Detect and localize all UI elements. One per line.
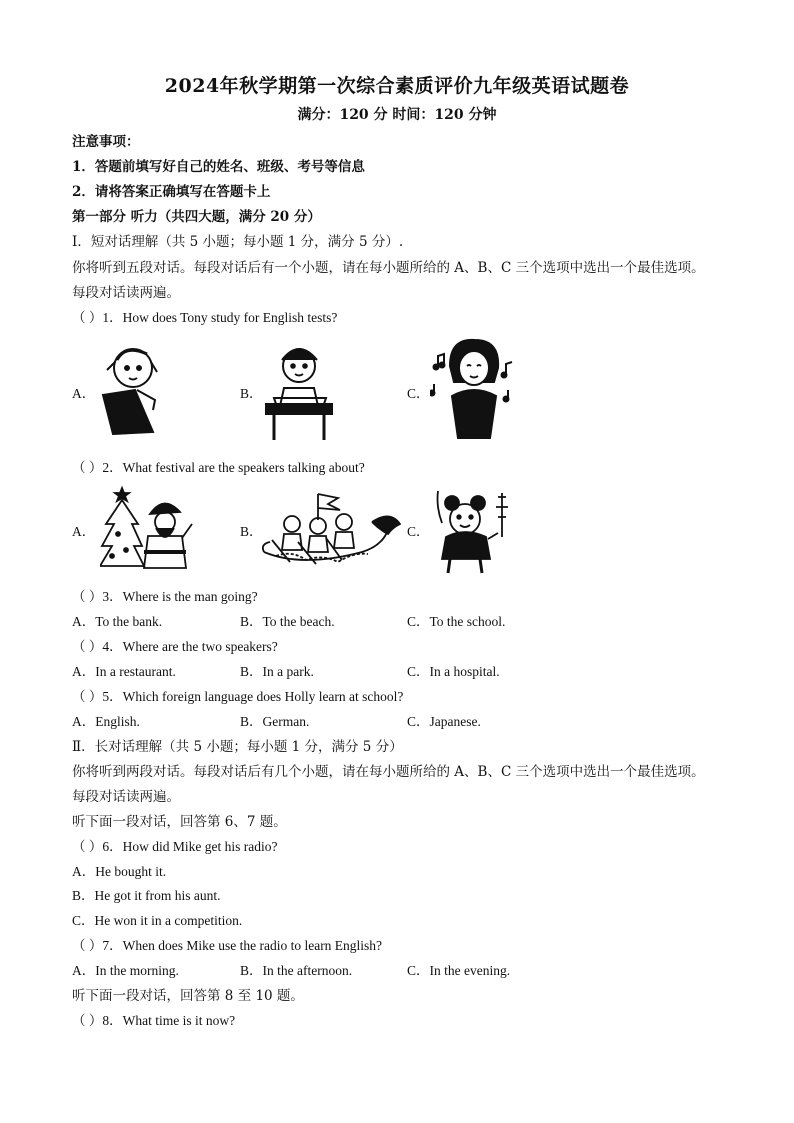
dialogue-lead-2: 听下面一段对话，回答第 8 至 10 题。 bbox=[72, 988, 304, 1004]
q2-option-b-label: B． bbox=[240, 524, 263, 539]
q7-option-a: A．In the morning. bbox=[72, 963, 179, 978]
exam-title: 2024年秋学期第一次综合素质评价九年级英语试题卷 bbox=[164, 75, 630, 97]
q6-option-c: C．He won it in a competition. bbox=[72, 913, 243, 928]
question-3: （ ）3．Where is the man going? bbox=[72, 589, 258, 604]
q5-option-b: B．German. bbox=[240, 714, 310, 729]
question-4: （ ）4．Where are the two speakers? bbox=[72, 639, 278, 654]
section1-heading: Ⅰ．短对话理解（共 5 小题；每小题 1 分，满分 5 分）. bbox=[72, 234, 404, 250]
q7-option-c: C．In the evening. bbox=[407, 963, 511, 978]
q1-option-a-label: A． bbox=[72, 386, 96, 401]
q6-option-a: A．He bought it. bbox=[72, 864, 167, 879]
christmas-icon bbox=[100, 484, 195, 574]
q4-option-c: C．In a hospital. bbox=[407, 664, 500, 679]
q4-option-a: A．In a restaurant. bbox=[72, 664, 176, 679]
section2-instruction-2: 每段对话读两遍。 bbox=[72, 789, 180, 805]
q5-option-a: A．English. bbox=[72, 714, 140, 729]
note-item-1: 1．答题前填写好自己的姓名、班级、考号等信息 bbox=[72, 159, 365, 175]
q5-option-c: C．Japanese. bbox=[407, 714, 481, 729]
q7-option-b: B．In the afternoon. bbox=[240, 963, 353, 978]
dragon-boat-icon bbox=[262, 490, 402, 570]
question-6: （ ）6．How did Mike get his radio? bbox=[72, 839, 278, 854]
q1-option-c-label: C． bbox=[407, 386, 430, 401]
section2-instruction-1: 你将听到两段对话。每段对话后有几个小题，请在每小题所给的 A、B、C 三个选项中选出一个最佳选项。 bbox=[72, 764, 705, 780]
q2-option-c-label: C． bbox=[407, 524, 430, 539]
exam-subtitle: 满分：120 分 时间：120 分钟 bbox=[297, 107, 497, 123]
dialogue-lead-1: 听下面一段对话，回答第 6、7 题。 bbox=[72, 814, 287, 830]
boy-reading-icon bbox=[95, 340, 170, 435]
girl-listening-music-icon bbox=[430, 336, 515, 441]
question-1: （ ）1．How does Tony study for English tests? bbox=[72, 310, 338, 325]
boy-writing-icon bbox=[262, 338, 337, 443]
question-2: （ ）2．What festival are the speakers talking about? bbox=[72, 460, 365, 475]
question-5: （ ）5．Which foreign language does Holly learn at school? bbox=[72, 689, 404, 704]
q1-option-b-label: B． bbox=[240, 386, 263, 401]
q3-option-c: C．To the school. bbox=[407, 614, 506, 629]
spring-festival-icon bbox=[432, 487, 512, 575]
section2-heading: Ⅱ．长对话理解（共 5 小题；每小题 1 分，满分 5 分） bbox=[72, 739, 403, 755]
note-item-2: 2．请将答案正确填写在答题卡上 bbox=[72, 184, 271, 200]
question-8: （ ）8．What time is it now? bbox=[72, 1013, 236, 1028]
q3-option-b: B．To the beach. bbox=[240, 614, 335, 629]
q6-option-b: B．He got it from his aunt. bbox=[72, 888, 221, 903]
section1-instruction-2: 每段对话读两遍。 bbox=[72, 285, 180, 301]
section1-instruction-1: 你将听到五段对话。每段对话后有一个小题，请在每小题所给的 A、B、C 三个选项中选出一个最佳选项。 bbox=[72, 260, 705, 276]
q3-option-a: A．To the bank. bbox=[72, 614, 163, 629]
q2-option-a-label: A． bbox=[72, 524, 96, 539]
notes-heading: 注意事项： bbox=[72, 134, 140, 150]
part1-heading: 第一部分 听力（共四大题，满分 20 分） bbox=[72, 209, 321, 225]
question-7: （ ）7．When does Mike use the radio to learn English? bbox=[72, 938, 383, 953]
q4-option-b: B．In a park. bbox=[240, 664, 314, 679]
